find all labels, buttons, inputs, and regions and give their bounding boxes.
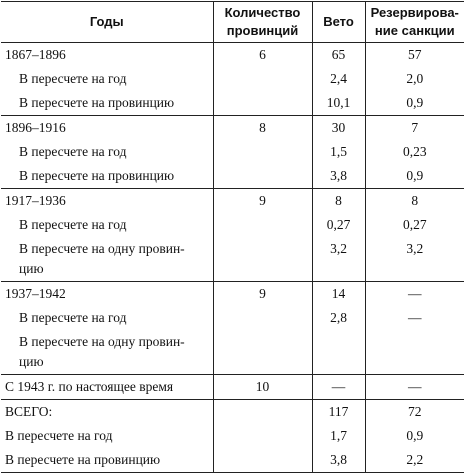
veto-cell: 3,2 [312, 237, 365, 282]
row-label: 1917–1936 [1, 189, 213, 214]
reserve-cell [365, 330, 464, 375]
reserve-cell: — [365, 306, 464, 330]
provinces-cell [213, 67, 312, 91]
header-provinces: Количество провинций [213, 2, 312, 43]
provinces-cell [213, 140, 312, 164]
table-row [1, 375, 464, 400]
row-label: ВСЕГО: [1, 400, 213, 425]
veto-cell: 10,1 [312, 91, 365, 116]
reserve-cell: 0,9 [365, 164, 464, 189]
row-label: В пересчете на год [19, 71, 127, 86]
table-row [1, 400, 464, 425]
reserve-cell: 3,2 [365, 237, 464, 282]
veto-cell: 117 [312, 400, 365, 425]
row-label: В пересчете на одну провин-цию [19, 334, 185, 369]
row-label: С 1943 г. по настоящее время [1, 375, 213, 400]
table-row [1, 424, 464, 448]
provinces-cell: 9 [213, 189, 312, 214]
table-row [1, 67, 464, 91]
row-label: В пересчете на год [19, 144, 127, 159]
veto-cell: 2,8 [312, 306, 365, 330]
provinces-cell [213, 237, 312, 282]
header-reserve: Резервирова-ние санкции [365, 2, 464, 43]
row-label: В пересчете на провинцию [1, 448, 213, 473]
provinces-cell [213, 306, 312, 330]
reserve-cell: 0,27 [365, 213, 464, 237]
reserve-cell: 57 [365, 43, 464, 68]
table-row [1, 448, 464, 473]
veto-cell: — [312, 375, 365, 400]
provinces-cell: 9 [213, 282, 312, 307]
header-veto: Вето [312, 2, 365, 43]
veto-cell [312, 330, 365, 375]
row-label: В пересчете на год [19, 310, 127, 325]
provinces-cell [213, 164, 312, 189]
veto-cell: 30 [312, 116, 365, 141]
veto-cell: 65 [312, 43, 365, 68]
table-row [1, 43, 464, 68]
provinces-cell [213, 424, 312, 448]
row-label: 1896–1916 [1, 116, 213, 141]
header-row [1, 2, 464, 43]
row-label: В пересчете на год [19, 217, 127, 232]
table-row [1, 330, 464, 375]
reserve-cell: 0,23 [365, 140, 464, 164]
reserve-cell: 8 [365, 189, 464, 214]
table-row [1, 140, 464, 164]
table-row [1, 116, 464, 141]
veto-cell: 14 [312, 282, 365, 307]
row-label: В пересчете на провинцию [19, 95, 175, 110]
reserve-cell: — [365, 282, 464, 307]
row-label: В пересчете на год [5, 428, 113, 443]
row-label: В пересчете на провинцию [19, 168, 175, 183]
veto-cell: 0,27 [312, 213, 365, 237]
statistics-table [1, 1, 464, 473]
reserve-cell: 2,0 [365, 67, 464, 91]
veto-cell: 1,7 [312, 424, 365, 448]
table-row [1, 237, 464, 282]
reserve-cell: 72 [365, 400, 464, 425]
provinces-cell [213, 330, 312, 375]
veto-cell: 3,8 [312, 448, 365, 473]
reserve-cell: 0,9 [365, 424, 464, 448]
table-row [1, 189, 464, 214]
row-label: 1937–1942 [1, 282, 213, 307]
row-label: 1867–1896 [5, 47, 66, 62]
veto-cell: 1,5 [312, 140, 365, 164]
table-row [1, 213, 464, 237]
provinces-cell [213, 213, 312, 237]
provinces-cell [213, 91, 312, 116]
veto-cell: 2,4 [312, 67, 365, 91]
table-row [1, 91, 464, 116]
provinces-cell: 6 [213, 43, 312, 68]
reserve-cell: — [365, 375, 464, 400]
provinces-cell [213, 448, 312, 473]
table-row [1, 282, 464, 307]
table-row [1, 306, 464, 330]
row-label: В пересчете на одну провин-цию [19, 241, 185, 276]
provinces-cell: 10 [213, 375, 312, 400]
veto-cell: 8 [312, 189, 365, 214]
veto-cell: 3,8 [312, 164, 365, 189]
reserve-cell: 2,2 [365, 448, 464, 473]
reserve-cell: 7 [365, 116, 464, 141]
reserve-cell: 0,9 [365, 91, 464, 116]
header-years: Годы [1, 2, 213, 43]
provinces-cell: 8 [213, 116, 312, 141]
provinces-cell [213, 400, 312, 425]
table-row [1, 164, 464, 189]
